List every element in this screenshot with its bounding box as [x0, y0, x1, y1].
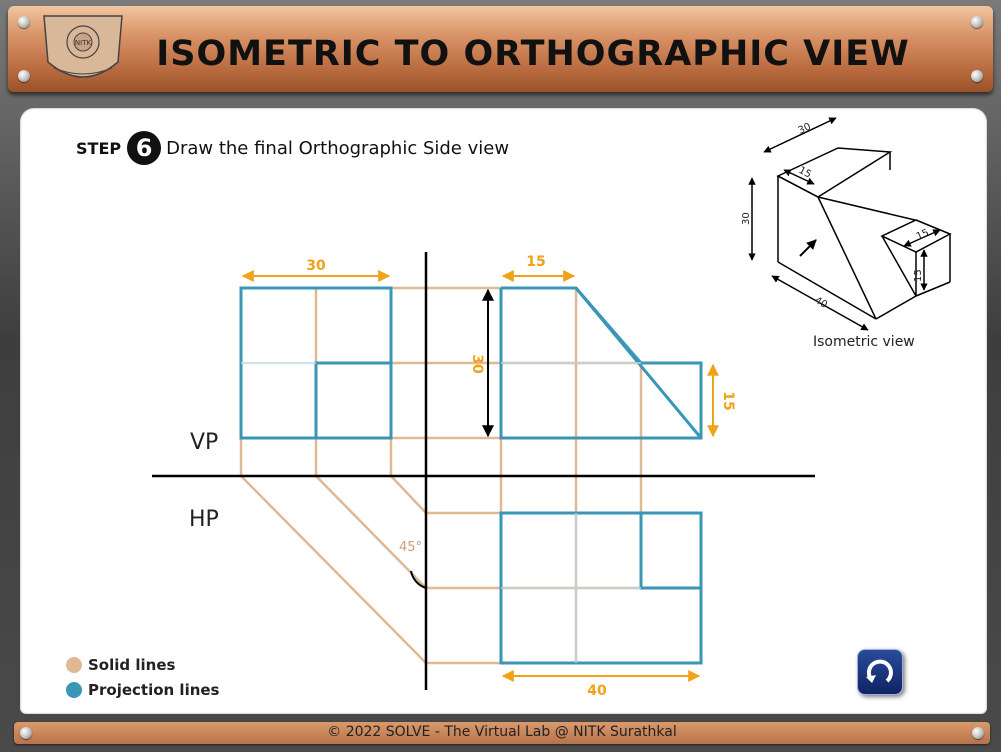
iso-dim-step: 15: [796, 164, 813, 181]
replay-icon: [858, 650, 902, 694]
page-title: ISOMETRIC TO ORTHOGRAPHIC VIEW: [156, 34, 910, 74]
dim-side-small: 15: [720, 391, 736, 411]
angle-label: 45°: [399, 540, 423, 555]
isometric-drawing: [752, 118, 950, 330]
step-instruction: Draw the final Orthographic Side view: [166, 137, 510, 159]
legend-item: [66, 652, 219, 677]
reference-axes: [152, 252, 815, 690]
logo-text: NITK: [74, 39, 92, 47]
legend-swatch: [66, 657, 82, 673]
dim-top-width: 40: [587, 683, 607, 699]
step-label: STEP: [76, 138, 122, 158]
legend: [66, 652, 219, 702]
top-view-step: [641, 513, 701, 588]
step-number-badge: 6: [127, 131, 161, 165]
legend-swatch: [66, 682, 82, 698]
iso-top-face: [778, 148, 890, 197]
view-direction-arrow: [800, 240, 816, 256]
dim-side-top: 15: [526, 254, 546, 270]
iso-dim-block-h: 15: [913, 269, 924, 282]
dim-side-height: 30: [469, 354, 485, 374]
isometric-caption: Isometric view: [813, 334, 915, 350]
iso-dim-length: 40: [812, 295, 830, 311]
replay-button[interactable]: [857, 649, 903, 695]
iso-dim-block: 15: [914, 227, 931, 243]
vp-label: VP: [190, 430, 219, 455]
copyright-text: © 2022 SOLVE - The Virtual Lab @ NITK Surathkal: [327, 724, 677, 740]
miter-line: [241, 438, 501, 663]
legend-label: Projection lines: [88, 680, 220, 699]
hp-label: HP: [189, 507, 219, 532]
front-view-step: [316, 363, 391, 438]
iso-dim-top: 30: [796, 121, 813, 137]
iso-dim-height: 30: [741, 212, 752, 225]
legend-label: Solid lines: [88, 655, 176, 674]
dim-front-width: 30: [306, 258, 326, 274]
footer-bar: [14, 722, 990, 744]
legend-item: [66, 677, 219, 702]
